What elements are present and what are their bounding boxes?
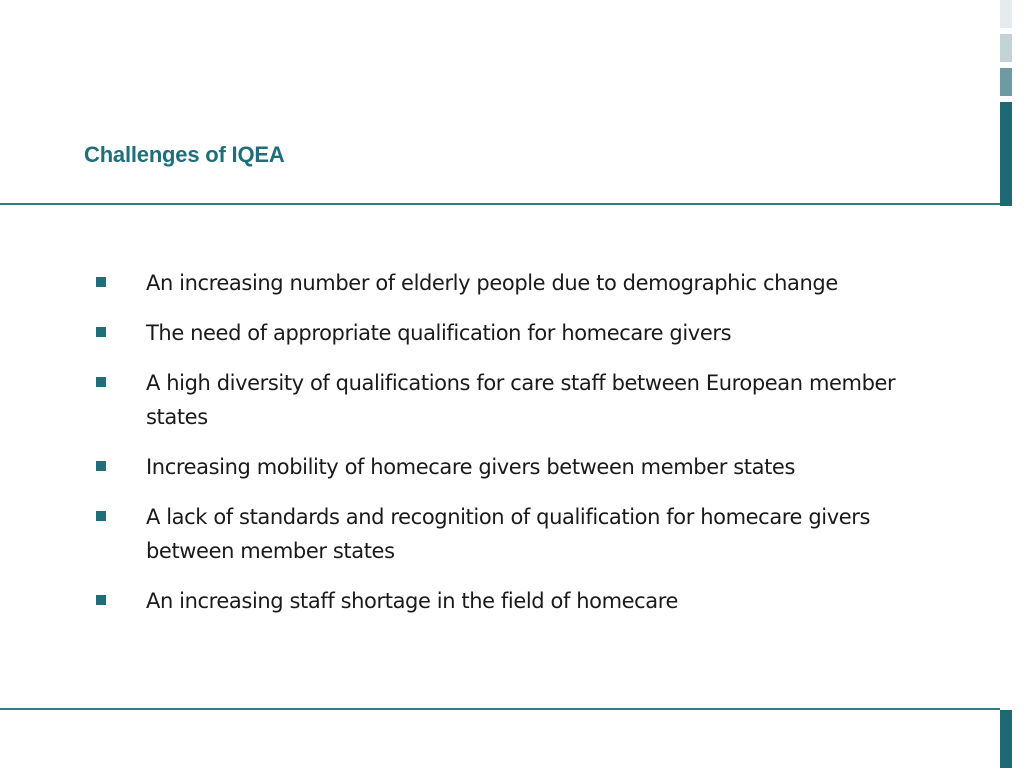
decorative-bar	[1000, 68, 1012, 96]
square-bullet-icon	[96, 461, 106, 471]
decorative-bar	[1000, 0, 1012, 28]
bullet-item	[96, 316, 956, 350]
footer-divider	[0, 708, 1000, 710]
bullet-text: A high diversity of qualifications for care staff between European member states	[146, 371, 896, 429]
square-bullet-icon	[96, 327, 106, 337]
slide-title: Challenges of IQEA	[84, 142, 285, 167]
bullet-text: An increasing staff shortage in the field of homecare	[146, 589, 679, 613]
bullet-text: Increasing mobility of homecare givers between member states	[146, 455, 795, 479]
decorative-bar	[1000, 34, 1012, 62]
square-bullet-icon	[96, 511, 106, 521]
square-bullet-icon	[96, 377, 106, 387]
decorative-bar	[1000, 102, 1012, 206]
bullet-list	[96, 266, 956, 634]
bullet-text: An increasing number of elderly people due to demographic change	[146, 271, 838, 295]
bullet-item	[96, 450, 956, 484]
square-bullet-icon	[96, 277, 106, 287]
bullet-text: A lack of standards and recognition of qualification for homecare givers between member states	[146, 505, 871, 563]
title-divider	[0, 203, 1000, 205]
bullet-item	[96, 366, 956, 434]
bullet-item	[96, 266, 956, 300]
bullet-item	[96, 500, 956, 568]
square-bullet-icon	[96, 595, 106, 605]
bullet-text: The need of appropriate qualification for homecare givers	[146, 321, 732, 345]
bullet-item	[96, 584, 956, 618]
decorative-bar	[1000, 710, 1012, 768]
